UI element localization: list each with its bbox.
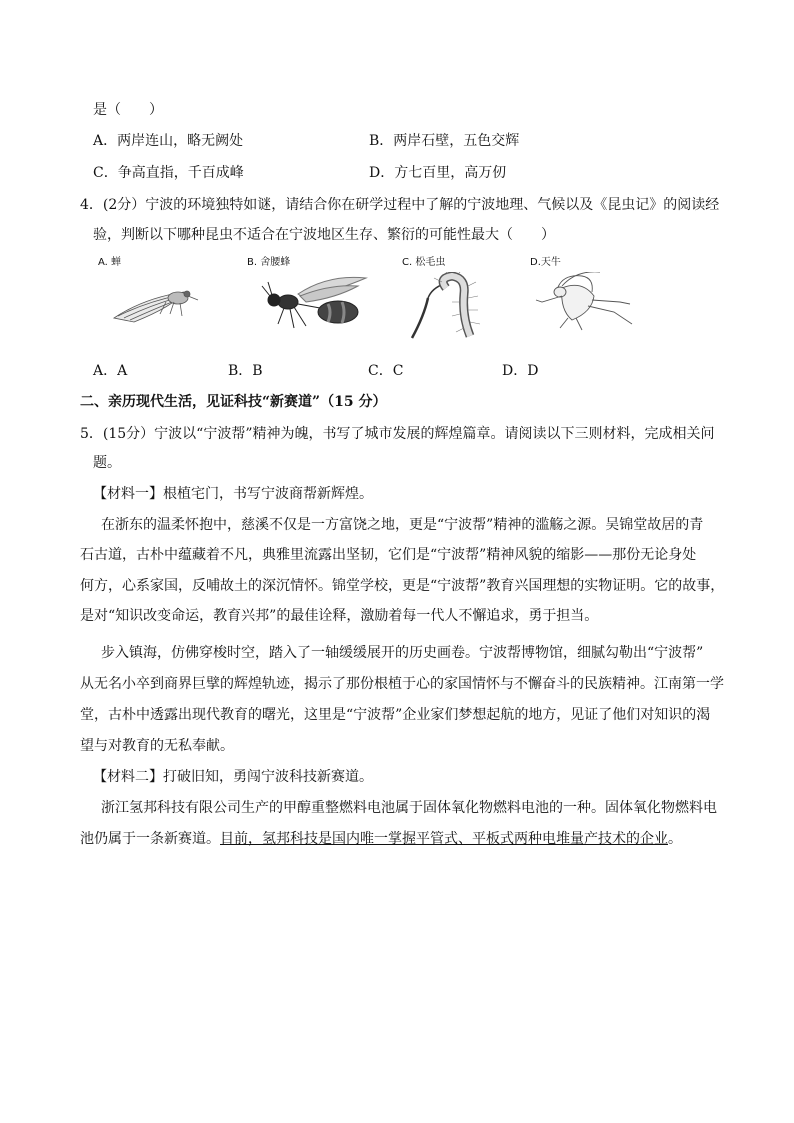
q4-answer-c: C．C — [368, 363, 404, 379]
wasp-image — [258, 272, 370, 334]
longhorn-beetle-image — [532, 272, 636, 332]
insect-label-b: B. 舍腰蜂 — [247, 257, 291, 268]
section2-heading: 二、亲历现代生活，见证科技“新赛道”（15 分） — [80, 394, 387, 410]
material1-p2-line: 步入镇海，仿佛穿梭时空，踏入了一轴缓缓展开的历史画卷。宁波帮博物馆，细腻勾勒出“宁波帮” — [101, 645, 704, 661]
q4-stem-line2: 验，判断以下哪种昆虫不适合在宁波地区生存、繁衍的可能性最大（ ） — [93, 227, 555, 243]
q4-stem-line1: 4．(2分）宁波的环境独特如谜，请结合你在研学过程中了解的宁波地理、气候以及《昆虫记》的阅读经 — [80, 197, 720, 213]
material1-p2-line: 堂，古朴中透露出现代教育的曙光，这里是“宁波帮”企业家们梦想起航的地方，见证了他们对知识的渴 — [80, 707, 711, 723]
material2-title: 【材料二】打破旧知，勇闯宁波科技新赛道。 — [93, 769, 373, 785]
material2-p1-line2 — [80, 829, 682, 849]
caterpillar-image — [408, 272, 488, 348]
material2-p1-line1: 浙江氢邦科技有限公司生产的甲醇重整燃料电池属于固体氧化物燃料电池的一种。固体氧化物燃料电 — [101, 800, 717, 816]
q3-option-a: A．两岸连山，略无阙处 — [93, 133, 244, 149]
material2-period: 。 — [668, 831, 682, 847]
insect-label-a: A. 蝉 — [98, 257, 122, 268]
material1-p1-line: 在浙东的温柔怀抱中，慈溪不仅是一方富饶之地，更是“宁波帮”精神的滥觞之源。吴锦堂故居的青 — [101, 517, 704, 533]
q3-option-c: C．争高直指，千百成峰 — [93, 165, 244, 181]
q4-answer-a: A．A — [93, 363, 128, 379]
material1-p2-line: 望与对教育的无私奉献。 — [80, 738, 234, 754]
material1-p1-line: 何方，心系家国，反哺故土的深沉情怀。锦堂学校，更是“宁波帮”教育兴国理想的实物证明。它的故事， — [80, 578, 725, 594]
q4-answer-d: D．D — [502, 363, 539, 379]
q3-tail: 是（ ） — [93, 102, 163, 118]
q4-answer-b: B．B — [228, 363, 263, 379]
material1-p2-line: 从无名小卒到商界巨擘的辉煌轨迹，揭示了那份根植于心的家国情怀与不懈奋斗的民族精神。江南第一学 — [80, 676, 724, 692]
insect-label-d: D.天牛 — [530, 257, 561, 268]
material1-title: 【材料一】根植宅门，书写宁波商帮新辉煌。 — [93, 486, 373, 502]
cicada-image — [104, 278, 200, 330]
insect-label-c: C. 松毛虫 — [402, 257, 446, 268]
q5-stem-line2: 题。 — [93, 455, 121, 471]
material1-p1-line: 石古道，古朴中蕴藏着不凡，典雅里流露出坚韧，它们是“宁波帮”精神风貌的缩影——那份无论身处 — [80, 547, 697, 563]
material2-underlined-sentence: 目前，氢邦科技是国内唯一掌握平管式、平板式两种电堆量产技术的企业 — [220, 831, 668, 847]
q5-stem-line1: 5．(15分）宁波以“宁波帮”精神为魄，书写了城市发展的辉煌篇章。请阅读以下三则材料，完成相关问 — [80, 426, 715, 442]
material2-plain-text: 池仍属于一条新赛道。 — [80, 831, 220, 847]
q3-option-d: D．方七百里，高万仞 — [369, 165, 507, 181]
q3-option-b: B．两岸石壁，五色交辉 — [369, 133, 520, 149]
material1-p1-line: 是对“知识改变命运，教育兴邦”的最佳诠释，激励着每一代人不懈追求，勇于担当。 — [80, 608, 599, 624]
